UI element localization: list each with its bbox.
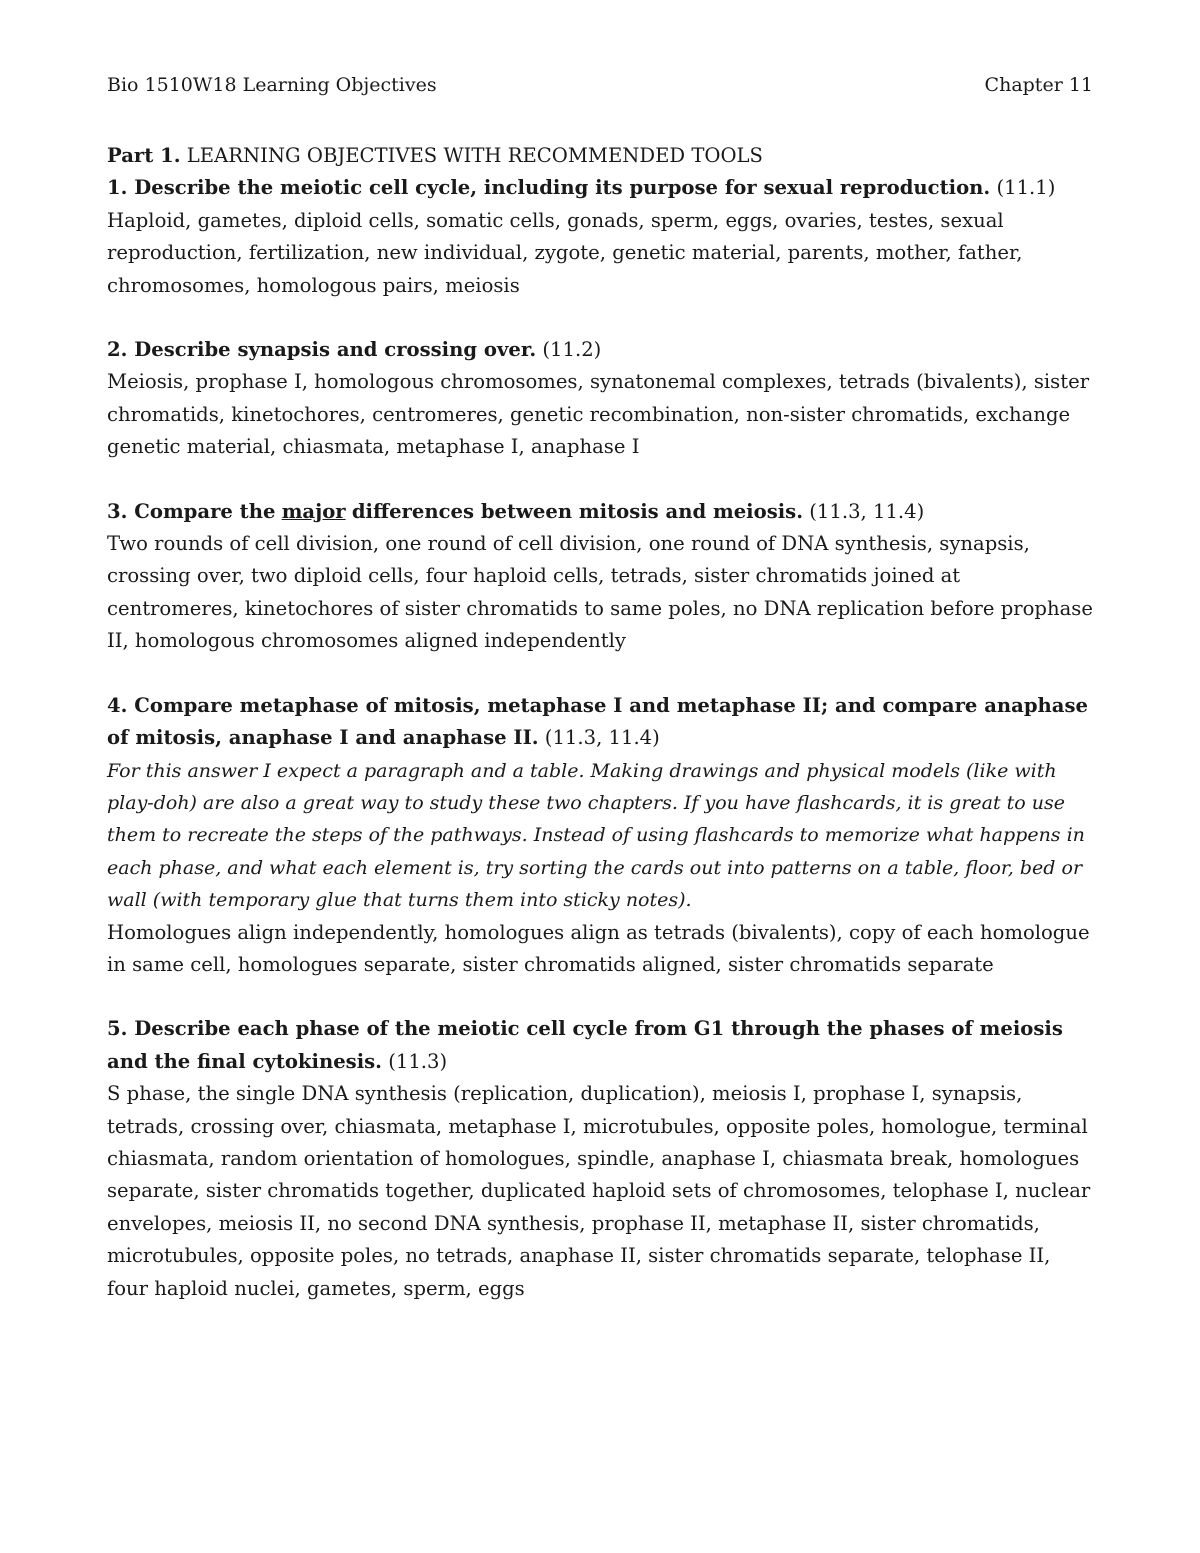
objective-section: (11.1) xyxy=(996,176,1056,200)
objective-terms: Two rounds of cell division, one round of cell division, one round of DNA synthesis, synapsis, crossing over, two diploid cells, four haploid cells, tetrads, sister chromatids joined at centromeres, kinetochores of sister chromatids to same poles, no DNA replication before prophase II, homologous chromosomes aligned independently xyxy=(107,532,1093,653)
objective-section: (11.3) xyxy=(388,1049,448,1073)
part-title: LEARNING OBJECTIVES WITH RECOMMENDED TOOLS xyxy=(186,144,763,167)
objective-heading: 4. Compare metaphase of mitosis, metaphase I and metaphase II; and compare anaphase of mitosis, anaphase I and anaphase II. xyxy=(107,693,1088,750)
objective-title xyxy=(107,690,1097,755)
header-chapter: Chapter 11 xyxy=(984,74,1093,96)
objective-section: (11.2) xyxy=(542,338,602,362)
objective-emphasis: major xyxy=(281,499,346,523)
objective-heading: 5. Describe each phase of the meiotic cell cycle from G1 through the phases of meiosis and the final cytokinesis. xyxy=(107,1017,1063,1073)
study-tip-note: For this answer I expect a paragraph and a table. Making drawings and physical models (like with play-doh) are also a great way to study these two chapters. If you have flashcards, it is great to use them to recreate the steps of the pathways. Instead of using flashcards to memorize what happens in each phase, and what each element is, try sorting the cards out into patterns on a table, floor, bed or wall (with temporary glue that turns them into sticky notes). xyxy=(107,759,1085,912)
part-label: Part 1. xyxy=(107,144,181,167)
objective-5 xyxy=(107,1013,1097,1305)
objective-4 xyxy=(107,690,1097,982)
objective-2 xyxy=(107,334,1097,464)
objective-terms: Meiosis, prophase I, homologous chromosomes, synatonemal complexes, tetrads (bivalents), sister chromatids, kinetochores, centromeres, genetic recombination, non-sister chromatids, exchange genetic material, chiasmata, metaphase I, anaphase I xyxy=(107,370,1090,459)
objective-heading: 1. Describe the meiotic cell cycle, including its purpose for sexual reproduction. xyxy=(107,176,991,200)
objective-terms: Homologues align independently, homologues align as tetrads (bivalents), copy of each homologue in same cell, homologues separate, sister chromatids aligned, sister chromatids separate xyxy=(107,920,1090,976)
page-header xyxy=(107,70,1093,100)
objective-heading-end: differences between mitosis and meiosis. xyxy=(351,499,804,523)
part-heading xyxy=(107,140,1097,172)
objective-title xyxy=(107,334,1097,366)
objective-title xyxy=(107,1013,1097,1078)
document-body xyxy=(107,140,1097,1337)
objective-title xyxy=(107,172,1097,204)
objective-1 xyxy=(107,172,1097,302)
objective-section: (11.3, 11.4) xyxy=(544,726,660,750)
header-course-title: Bio 1510W18 Learning Objectives xyxy=(107,74,437,96)
objective-terms: S phase, the single DNA synthesis (replication, duplication), meiosis I, prophase I, synapsis, tetrads, crossing over, chiasmata, metaphase I, microtubules, opposite poles, homologue, terminal chiasmata, random orientation of homologues, spindle, anaphase I, chiasmata break, homologues separate, sister chromatids together, duplicated haploid sets of chromosomes, telophase I, nuclear envelopes, meiosis II, no second DNA synthesis, prophase II, metaphase II, sister chromatids, microtubules, opposite poles, no tetrads, anaphase II, sister chromatids separate, telophase II, four haploid nuclei, gametes, sperm, eggs xyxy=(107,1082,1091,1300)
objective-3 xyxy=(107,496,1097,658)
objective-terms: Haploid, gametes, diploid cells, somatic cells, gonads, sperm, eggs, ovaries, testes, sexual reproduction, fertilization, new individual, zygote, genetic material, parents, mother, father, chromosomes, homologous pairs, meiosis xyxy=(107,208,1023,297)
objective-title xyxy=(107,496,1097,528)
objective-heading: 2. Describe synapsis and crossing over. xyxy=(107,338,537,362)
objective-heading-start: 3. Compare the xyxy=(107,499,276,523)
objective-section: (11.3, 11.4) xyxy=(809,499,925,523)
